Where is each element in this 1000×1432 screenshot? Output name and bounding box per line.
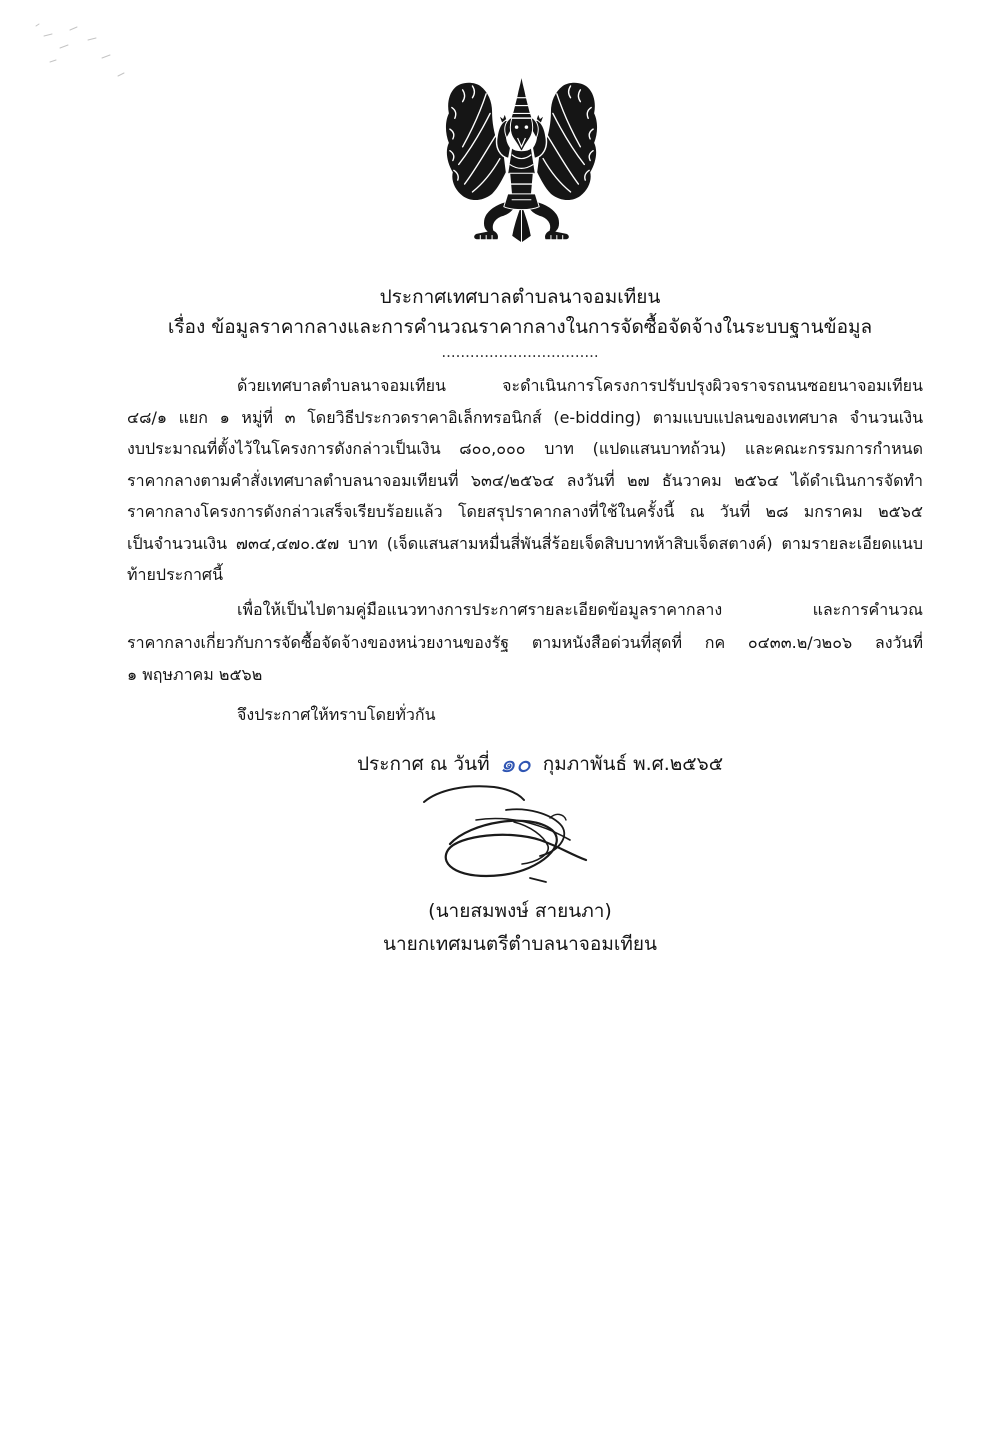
signatory-name: (นายสมพงษ์ สายนภา) <box>428 900 612 922</box>
paragraph-line: ด้วยเทศบาลตำบลนาจอมเทียน จะดำเนินการโครงการปรับปรุงผิวจราจรถนนซอยนาจอมเทียน <box>237 376 923 395</box>
paragraph-line: ท้ายประกาศนี้ <box>127 565 224 584</box>
garuda-emblem <box>443 78 600 245</box>
paragraph-2 <box>127 594 923 692</box>
paragraph-line: ๑ พฤษภาคม ๒๕๖๒ <box>127 665 263 684</box>
dotted-separator: ................................. <box>441 343 599 361</box>
document-heading: ประกาศเทศบาลตำบลนาจอมเทียน <box>379 286 661 308</box>
paragraph-line: เป็นจำนวนเงิน ๗๓๔,๔๗๐.๕๗ บาท (เจ็ดแสนสามหมื่นสี่พันสี่ร้อยเจ็ดสิบบาทห้าสิบเจ็ดสตางค์) ตามรายละเอียดแนบ <box>127 533 923 553</box>
paragraph-line: ราคากลางตามคำสั่งเทศบาลตำบลนาจอมเทียนที่ ๖๓๔/๒๕๖๔ ลงวันที่ ๒๗ ธันวาคม ๒๕๖๔ ได้ดำเนินการจัดทำ <box>127 470 923 490</box>
document-subject: เรื่อง ข้อมูลราคากลางและการคำนวณราคากลางในการจัดซื้อจัดจ้างในระบบฐานข้อมูล <box>167 316 873 338</box>
paragraph-line: ๔๘/๑ แยก ๑ หมู่ที่ ๓ โดยวิธีประกวดราคาอิเล็กทรอนิกส์ (e-bidding) ตามแบบแปลนของเทศบาล จำนวนเงิน <box>127 407 923 427</box>
signatory-title: นายกเทศมนตรีตำบลนาจอมเทียน <box>382 933 657 955</box>
date-suffix: กุมภาพันธ์ พ.ศ.๒๕๖๕ <box>542 753 724 775</box>
closing-statement: จึงประกาศให้ทราบโดยทั่วกัน <box>237 705 436 724</box>
handwritten-day: ๑๐ <box>499 749 531 778</box>
paragraph-3 <box>127 699 923 731</box>
paragraph-1 <box>127 370 923 591</box>
date-prefix: ประกาศ ณ วันที่ <box>357 753 490 775</box>
scan-artifacts <box>30 18 140 93</box>
announcement-date <box>357 749 917 779</box>
paragraph-line: ราคากลางเกี่ยวกับการจัดซื้อจัดจ้างของหน่วยงานของรัฐ ตามหนังสือด่วนที่สุดที่ กค ๐๔๓๓.๒/ว๒๐๖ ลงวันที่ <box>127 632 923 652</box>
paragraph-line: ราคากลางโครงการดังกล่าวเสร็จเรียบร้อยแล้ว โดยสรุปราคากลางที่ใช้ในครั้งนี้ ณ วันที่ ๒๘ มกราคม ๒๕๖๕ <box>127 502 923 521</box>
paragraph-line: เพื่อให้เป็นไปตามคู่มือแนวทางการประกาศรายละเอียดข้อมูลราคากลาง และการคำนวณ <box>237 600 923 619</box>
signature <box>418 778 593 890</box>
paragraph-line: งบประมาณที่ตั้งไว้ในโครงการดังกล่าวเป็นเงิน ๘๐๐,๐๐๐ บาท (แปดแสนบาทถ้วน) และคณะกรรมการกำหนด <box>127 439 923 458</box>
